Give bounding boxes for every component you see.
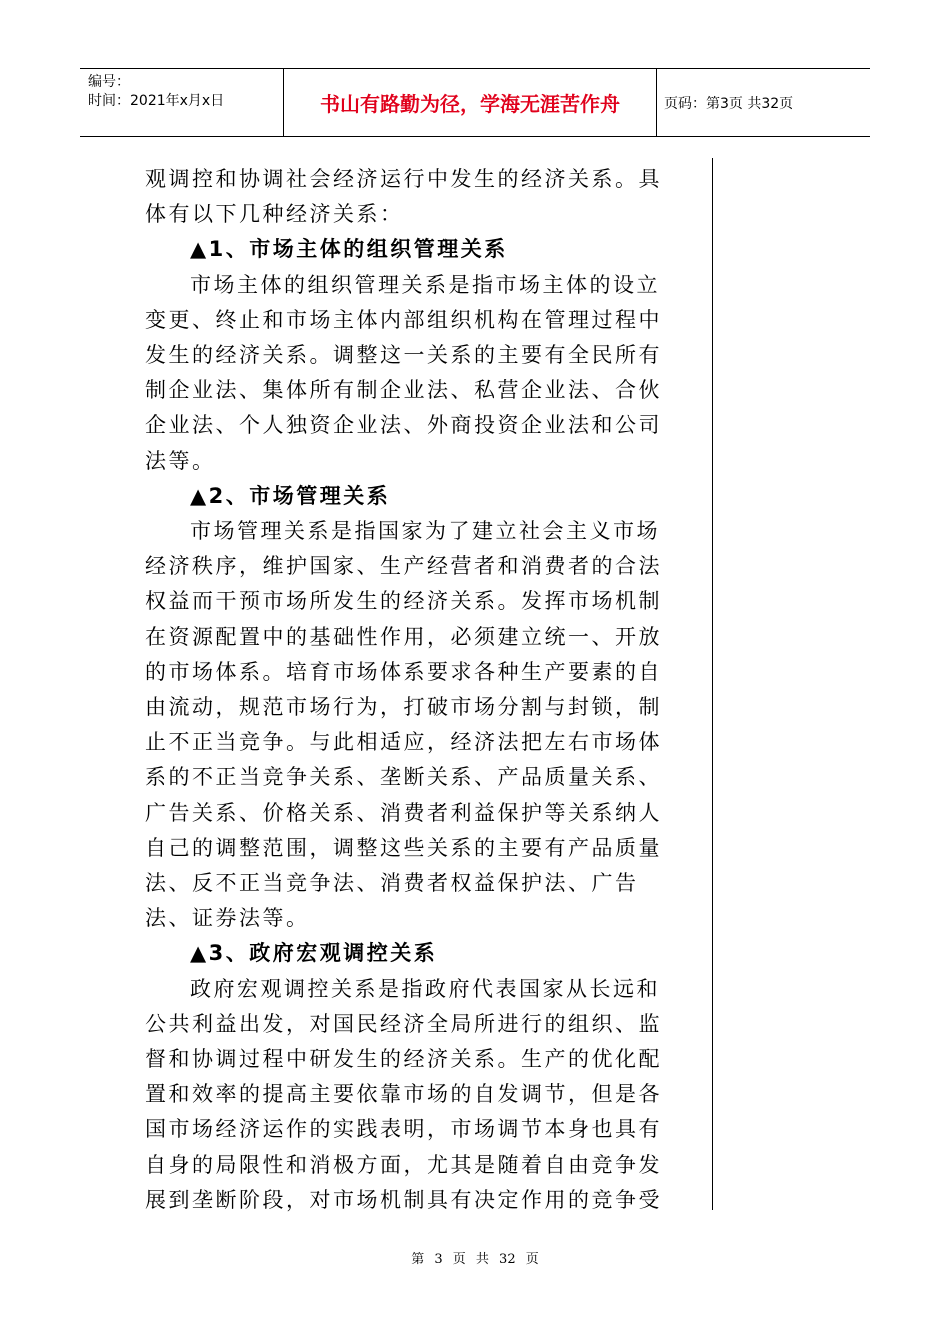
- header-divider: [656, 69, 657, 136]
- margin-rule: [712, 158, 713, 1210]
- body-paragraph: 市场主体的组织管理关系是指市场主体的设立变更、终止和市场主体内部组织机构在管理过程中发生的经济关系。调整这一关系的主要有全民所有制企业法、集体所有制企业法、私营企业法、合伙企业法、个人独资企业法、外商投资企业法和公司法等。: [145, 272, 662, 473]
- document-number-label: 编号：: [88, 74, 130, 90]
- document-date: 时间：2021年x月x日: [88, 93, 225, 109]
- section-heading: ▲3、政府宏观调控关系: [190, 941, 438, 966]
- body-paragraph: 观调控和协调社会经济运行中发生的经济关系。具体有以下几种经济关系：: [145, 167, 662, 227]
- section-heading: ▲2、市场管理关系: [190, 483, 391, 508]
- page-footer: 第 3 页 共 32 页: [411, 1252, 539, 1267]
- body-paragraph: 政府宏观调控关系是指政府代表国家从长远和公共利益出发，对国民经济全局所进行的组织、监督和协调过程中研发生的经济关系。生产的优化配置和效率的提高主要依靠市场的自发调节，但是各国市场经济运作的实践表明，市场调节本身也具有自身的局限性和消极方面，尤其是随着自由竞争发展到垄断阶段，对市场机制具有决定作用的竞争受: [145, 976, 662, 1212]
- header-motto: 书山有路勤为径，学海无涯苦作舟: [320, 92, 620, 116]
- header-meta: [88, 73, 283, 111]
- document-body: [145, 162, 677, 1218]
- section-heading: ▲1、市场主体的组织管理关系: [190, 237, 508, 262]
- body-paragraph: 市场管理关系是指国家为了建立社会主义市场经济秩序，维护国家、生产经营者和消费者的合法权益而干预市场所发生的经济关系。发挥市场机制在资源配置中的基础性作用，必须建立统一、开放的市场体系。培育市场体系要求各种生产要素的自由流动，规范市场行为，打破市场分割与封锁，制止不正当竞争。与此相适应，经济法把左右市场体系的不正当竞争关系、垄断关系、产品质量关系、广告关系、价格关系、消费者利益保护等关系纳人自己的调整范围，调整这些关系的主要有产品质量法、反不正当竞争法、消费者权益保护法、广告法、证券法等。: [145, 519, 662, 931]
- header-page-info: 页码：第3页 共32页: [664, 96, 794, 112]
- page-header: [80, 68, 870, 137]
